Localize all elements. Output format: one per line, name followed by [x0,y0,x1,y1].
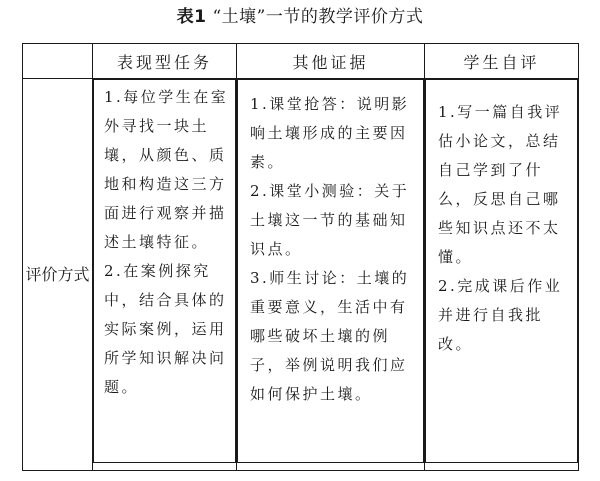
other-evidence-box [237,79,424,463]
header-performance-tasks: 表现型任务 [93,44,237,79]
list-item: 1.每位学生在室外寻找一块土壤，从颜色、质地和构造这三方面进行观察并描述土壤特征。 [104,88,229,251]
list-item: 1.写一篇自我评估小论文，总结自己学到了什么，反思自己哪些知识点还不太懂。 [438,103,563,266]
self-assessment-box [425,79,578,463]
list-item: 2.完成课后作业并进行自我批改。 [438,277,563,353]
list-item: 1.课堂抢答：说明影响土壤形成的主要因素。 [250,95,410,171]
header-other-evidence: 其他证据 [237,44,425,79]
table-title: “土壤”一节的教学评价方式 [212,7,424,27]
table-caption [0,3,600,31]
table-row [23,79,579,471]
cell-self-assessment [425,79,579,471]
row-label-evaluation-method: 评价方式 [23,79,93,471]
cell-performance-tasks [93,79,237,471]
table-number: 表1 [176,7,207,27]
cell-other-evidence [237,79,425,471]
list-item: 2.课堂小测验：关于土壤这一节的基础知识点。 [250,182,410,258]
header-row [23,44,579,79]
performance-tasks-box [93,79,236,463]
header-empty [23,44,93,79]
list-item: 3.师生讨论：土壤的重要意义，生活中有哪些破坏土壤的例子，举例说明我们应如何保护土壤。 [250,269,410,403]
header-self-assessment: 学生自评 [425,44,579,79]
evaluation-table [22,43,579,471]
list-item: 2.在案例探究中，结合具体的实际案例，运用所学知识解决问题。 [104,262,227,396]
